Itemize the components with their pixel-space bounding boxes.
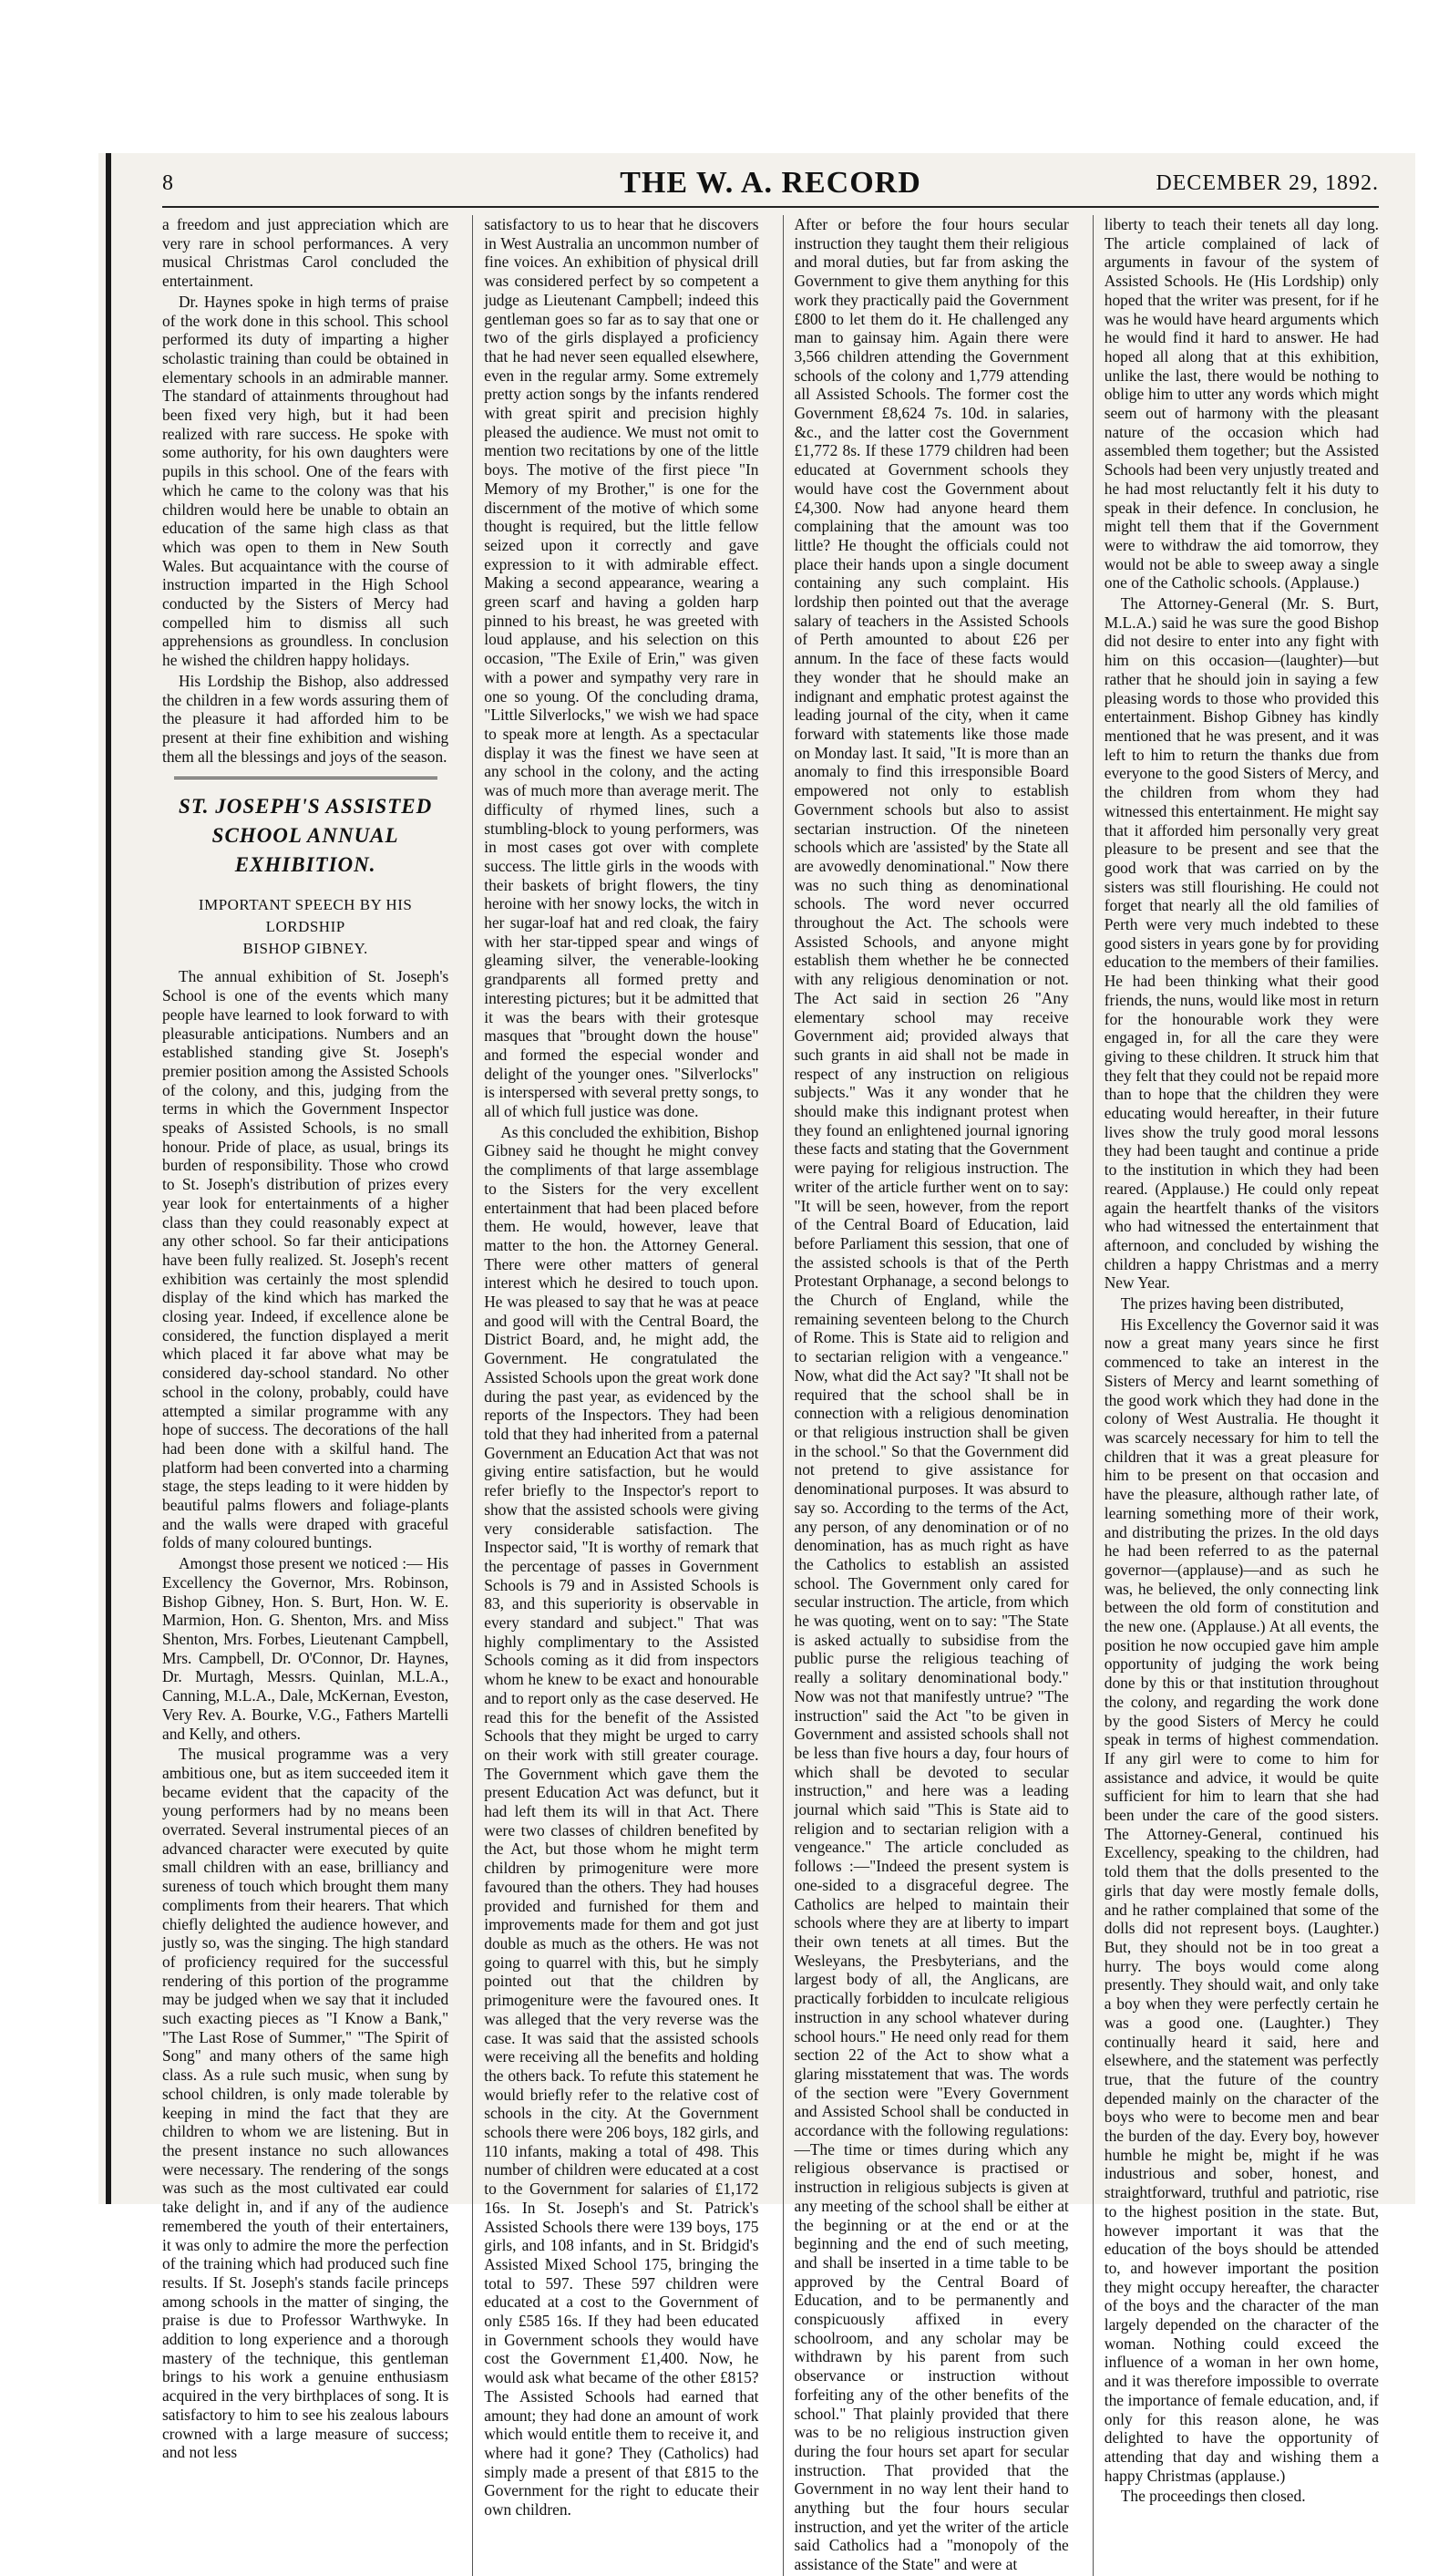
- paragraph: His Lordship the Bishop, also addressed the children in a few words assuring them of the pleasure it had afforded him to be present at their fine exhibition and wishing them all the blessings and joys of the season.: [162, 671, 449, 766]
- subhead-line: BISHOP GIBNEY.: [242, 940, 368, 958]
- section-title: [162, 792, 448, 880]
- section-title-line: SCHOOL ANNUAL EXHIBITION.: [211, 824, 399, 877]
- paragraph: liberty to teach their tenets all day long. The article complained of lack of arguments in favour of the system of Assisted Schools. He (His Lordship) only hoped that the writer was present, for if he was he would have heard arguments which he would find it hard to answer. He had hoped all along that at this exhibition, unlike the last, there would be nothing to oblige him to utter any words which might seem out of harmony with the pleasant nature of the occasion which had assembled them together; but the Assisted Schools had been very unjustly treated and he had most reluctantly felt it his duty to speak in their defence. In conclusion, he might tell them that if the Government were to withdraw the aid tomorrow, they would not be able to sweep away a single one of the Catholic schools. (Applause.): [1104, 215, 1379, 592]
- page-header: [162, 166, 1379, 206]
- masthead: THE W. A. RECORD: [620, 166, 921, 200]
- paragraph: The Attorney-General (Mr. S. Burt, M.L.A.) said he was sure the good Bishop did not desire to enter into any fight with him on this occasion—(laughter)—but rather that he should join in saying a few pleasing words to those who provided this entertainment. Bishop Gibney has kindly mentioned that he was present, and it was left to him to return the thanks due from everyone to the good Sisters of Mercy, and the children from whom they had witnessed this entertainment. He might say that it afforded him personally very great pleasure to be present and see that the good work that was carried on by the sisters was still flourishing. He could not forget that nearly all the old families of Perth were very much indebted to these good sisters in years gone by for providing education to the members of their families. He had been thinking what their good friends, the nuns, would like most in return for the honourable work they were engaged in, for all the care they were giving to these children. It struck him that they felt that they could not be repaid more than to hope that the children they were educating would hereafter, in their future lives show the truly good moral lessons they had been taught and continue a pride to the institution in which they had been reared. (Applause.) He could only repeat again the heartfelt thanks of the visitors who had witnessed the entertainment that afternoon, and concluded by wishing the children a happy Christmas and a merry New Year.: [1104, 594, 1379, 1293]
- paragraph: The prizes having been distributed,: [1120, 1294, 1344, 1314]
- section-subhead: [162, 894, 448, 960]
- section-divider: [174, 777, 437, 779]
- column-3: [783, 215, 1069, 2576]
- paragraph: The proceedings then closed.: [1120, 2487, 1306, 2506]
- paragraph: After or before the four hours secular instruction they taught them their religious and moral duties, but far from asking the Government to give them anything for this work they practically paid the Government £800 to let them do it. He challenged any man to gainsay him. Again there were 3,566 children attending the Government schools of the colony and 1,779 attending all Assisted Schools. The former cost the Government £8,624 7s. 10d. in salaries, &c., and the latter cost the Government £1,772 8s. If these 1779 children had been educated at Government schools they would have cost the Government about £4,300. Now had anyone heard them complaining that the amount was too little? He thought the officials could not place their hands upon a single document containing any such complaint. His lordship then pointed out that the average salary of teachers in the Assisted Schools of Perth amounted to about £26 per annum. In the face of these facts would they wonder that he should make an indignant and emphatic protest against the leading journal of the city, when it came forward with statements like those made on Monday last. It said, "It is more than an anomaly to find this irresponsible Board empowered not only to establish Government schools but also to assist sectarian instruction. Of the nineteen schools which are 'assisted' by the State all are avowedly denominational." Now there was no such thing as denominational schools. The word never occurred throughout the Act. The schools were Assisted Schools, and anyone might establish them whether he be connected with any religious denomination or not. The Act said in section 26 "Any elementary school may receive Government aid; provided always that such grants in aid shall not be made in respect of any instruction on religious subjects." Was it any wonder that he should make this indignant protest when they found an enlightened journal ignoring these facts and stating that the Government were paying for religious instruction. The writer of the article further went on to say: "It will be seen, however, from the report of the Central Board of Education, laid before Parliament this session, that one of the assisted schools is that of the Perth Protestant Orphanage, a second belongs to the Church of England, while the remaining seventeen belong to the Church of Rome. This is State aid to religion and to sectarian religion with a vengeance." Now, what did the Act say? "It shall not be required that the school shall be in connection with a religious denomination or that religious instruction shall be given in the school." So that the Government did not pretend to give assistance for denominational purposes. It was absurd to say so. According to the terms of the Act, any person, of any denomination or of no denomination, has as much right as have the Catholics to establish an assisted school. The Government only cared for secular instruction. The article, from which he was quoting, went on to say: "The State is asked actually to subsidise from the public purse the religious teaching of really a solitary denominational body." Now was not that manifestly untrue? "The instruction" said the Act "to be given in Government and assisted schools shall not be less than five hours a day, four hours of which shall be devoted to secular instruction," and here was a leading journal which said "This is State aid to religion and to sectarian religion with a vengeance." The article concluded as follows :—"Indeed the present system is one-sided to a disgraceful degree. The Catholics are helped to maintain their schools where they are at liberty to impart their own tenets at all times. But the Wesleyans, the Presbyterians, and the largest body of all, the Anglicans, are practically forbidden to inculcate religious instruction in any school whatever during school hours." He need only read for them section 22 of the Act to show what a glaring misstatement that was. The words of the section were "Every Government and Assisted School shall be conducted in accordance with the following regulations:—The time or times during which any religious observance is practised or instruction in religious subjects is given at any meeting of the school shall be either at the beginning or at the end or at the beginning and the end of such meeting, and shall be inserted in a time table to be approved by the Central Board of Education, and to be permanently and conspicuously affixed in every schoolroom, and any scholar may be withdrawn by his parent from such observance or instruction without forfeiting any of the other benefits of the school." That plainly provided that there was to be no religious instruction given during the four hours set apart for secular instruction. That provided that the Government in no way lent their hand to anything but the four hours secular instruction, and yet the writer of the article said Catholics had a "monopoly of the assistance of the State" and were at: [794, 215, 1069, 2574]
- paragraph: The annual exhibition of St. Joseph's School is one of the events which many people have learned to look forward to with pleasurable anticipations. Numbers and an established standing give St. Joseph's premier position among the Assisted Schools of the colony, and this, judging from the terms in which the Government Inspector speaks of Assisted Schools, is no small honour. Pride of place, as usual, brings its burden of responsibility. Those who crowd to St. Joseph's distribution of prizes every year look for entertainments of a higher class than they could reasonably expect at any other school. So far their anticipations have been fully realized. St. Joseph's recent exhibition was certainly the most splendid display of the kind which has marked the closing year. Indeed, if excellence alone be considered, the function displayed a merit which placed it far above what may be considered day-school standard. No other school in the colony, probably, could have attempted a similar programme with any hope of success. The decorations of the hall had been done with a skilful hand. The platform had been converted into a charming stage, the steps leading to it were hidden by beautiful palms flowers and foliage-plants and the walls were draped with graceful folds of many coloured buntings.: [162, 967, 449, 1552]
- column-2: [472, 215, 758, 2576]
- paragraph: Amongst those present we noticed :— His Excellency the Governor, Mrs. Robinson, Bishop Gibney, Hon. S. Burt, Hon. W. E. Marmion, Hon. G. Shenton, Mrs. and Miss Shenton, Mrs. Forbes, Lieutenant Campbell, Mrs. Campbell, Dr. O'Connor, Dr. Haynes, Dr. Murtagh, Messrs. Quinlan, M.L.A., Canning, M.L.A., Dale, McKernan, Eveston, Very Rev. A. Bourke, V.G., Fathers Martelli and Kelly, and others.: [162, 1554, 449, 1743]
- issue-date: DECEMBER 29, 1892.: [1156, 171, 1379, 195]
- paragraph: As this concluded the exhibition, Bishop Gibney said he thought he might convey the compliments of that large assemblage to the Sisters for the very excellent entertainment that had been placed before them. He would, however, leave that matter to the hon. the Attorney General. There were other matters of general interest which he desired to touch upon. He was pleased to say that he was at peace and good will with the Central Board, the District Board, and, he might add, the Government. He congratulated the Assisted Schools upon the great work done during the past year, as evidenced by the reports of the Inspectors. They had been told that they had inherited from a paternal Government an Education Act that was not giving entire satisfaction, but he would refer briefly to the Inspector's report to show that the assisted schools were giving very considerable satisfaction. The Inspector said, "It is worthy of remark that the percentage of passes in Government Schools is 79 and in Assisted Schools is 83, and this superiority is observable in every standard and subject." That was highly complimentary to the Assisted Schools coming as it did from inspectors whom he knew to be exact and honourable and to report only as the case deserved. He read this for the benefit of the Assisted Schools that they might be urged to carry on their work with still greater courage. The Government which gave them the present Education Act was defunct, but it had left them its will in that Act. There were two classes of children benefited by the Act, but those whom he might term children by primogeniture were more favoured than the others. They had houses provided and furnished for them and improvements made for them and got just double as much as the others. He was not going to quarrel with this, but he simply pointed out that the children by primogeniture were the favoured ones. It was alleged that the very reverse was the case. It was said that the assisted schools were receiving all the benefits and holding the others back. To refute this statement he would briefly refer to the relative cost of schools in the city. At the Government schools there were 206 boys, 182 girls, and 110 infants, making a total of 498. This number of children were educated at a cost to the Government for salaries of £1,172 16s. In St. Joseph's and St. Patrick's Assisted Schools there were 139 boys, 175 girls, and 108 infants, and in St. Bridgid's Assisted Mixed School 175, bringing the total to 597. These 597 children were educated at a cost to the Government of only £585 16s. If they had been educated in Government schools they would have cost the Government £1,400. Now, he would ask what became of the other £815? The Assisted Schools had earned that amount; they had done an amount of work which would entitle them to receive it, and where had it gone? They (Catholics) had simply made a present of that £815 to the Government for the right to educate their own children.: [484, 1122, 759, 2519]
- paragraph: The musical programme was a very ambitious one, but as item succeeded item it became evident that the capacity of the young performers had by no means been overrated. Several instrumental pieces of an advanced character were executed by quite small children with an ease, brilliancy and sureness of touch which brought them many compliments from their hearers. That which chiefly delighted the audience however, and justly so, was the singing. The high standard of proficiency required for the successful rendering of this portion of the programme may be judged when we say that it included such exacting pieces as "I Know a Bank," "The Last Rose of Summer," "The Spirit of Song" and many others of the same high class. As a rule such music, when sung by school children, is only made tolerable by keeping in mind the fact that they are children to whom we are listening. But in the present instance no such allowances were necessary. The rendering of the songs was such as the most cultivated ear could take delight in, and if any of the audience remembered the youth of their entertainers, it was only to admire the more the perfection of the training which had produced such fine results. If St. Joseph's stands facile princeps among schools in the matter of singing, the praise is due to Professor Warthwyke. In addition to long experience and a thorough mastery of the technique, this gentleman brings to his work a genuine enthusiasm acquired in the very birthplaces of song. It is satisfactory to him to see his zealous labours crowned with a large measure of success; and not less: [162, 1745, 449, 2462]
- header-rule: [162, 206, 1379, 208]
- paragraph: Dr. Haynes spoke in high terms of praise of the work done in this school. This school performed its duty of imparting a higher scholastic training than could be obtained in elementary schools in an admirable manner. The standard of attainments throughout had been fixed very high, but it had been realized with rare success. He spoke with some authority, for his own daughters were pupils in this school. One of the fears with which he came to the colony was that his children would here be unable to obtain an education of the same high class as that which was open to them in New South Wales. But acquaintance with the course of instruction imparted in the High School conducted by the Sisters of Mercy had compelled him to dismiss all such apprehensions as groundless. In conclusion he wished the children happy holidays.: [162, 292, 449, 670]
- paragraph: His Excellency the Governor said it was now a great many years since he first commenced to take an interest in the Sisters of Mercy and learnt something of the good work which they had done in the colony of West Australia. He thought it was scarcely necessary for him to tell the children that it was a great pleasure for him to be present on that occasion and have the pleasure, although rather late, of learning something more of their work, and distributing the prizes. In the old days he had been referred to as the paternal governor—(applause)—and as such he was, he believed, the only connecting link between the old form of constitution and the new one. (Applause.) At all events, the position he now occupied gave him ample opportunity of judging the work being done by this or that institution throughout the colony, and regarding the work done by the good Sisters of Mercy he could speak in terms of highest commendation. If any girl were to come to him for assistance and advice, it would be quite sufficient for him to learn that she had been under the care of the good sisters. The Attorney-General, continued his Excellency, speaking to the children, had told them that the dolls presented to the girls that day were mostly female dolls, and he rather complained that some of the dolls did not represent boys. (Laughter.) But, they should not be in too great a hurry. The boys would come along presently. They should wait, and only take a boy when they were perfectly certain he was a good one. (Laughter.) They continually heard it said, here and elsewhere, and the statement was perfectly true, that the future of the country depended mainly on the character of the boys who were to become men and bear the burden of the day. Every boy, however humble he might be, might if he was industrious and sober, honest, and straightforward, truthful and patriotic, rise to the highest position in the state. But, however important it was that the education of the boys should be attended to, and however important the position they might occupy hereafter, the character of the boys and the character of the man largely depended on the character of the woman. Nothing could exceed the influence of a woman in her own home, and it was therefore impossible to overrate the importance of female education, and, if only for this reason alone, he was delighted to have the opportunity of attending that day and wishing them a happy Christmas (applause.): [1104, 1314, 1379, 2485]
- column-1: [162, 215, 448, 2576]
- article-columns: [162, 215, 1379, 2574]
- page-number: 8: [162, 171, 173, 195]
- newspaper-page: [98, 153, 1415, 2574]
- paragraph: satisfactory to us to hear that he discovers in West Australia an uncommon number of fine voices. An exhibition of physical drill was considered perfect by so competent a judge as Lieutenant Campbell; indeed this gentleman goes so far as to say that one or two of the girls displayed a proficiency that he had never seen equalled elsewhere, even in the regular army. Some extremely pretty action songs by the infants rendered with great spirit and precision highly pleased the audience. We must not omit to mention two recitations by one of the little boys. The motive of the first piece "In Memory of my Brother," is one for the discernment of the motive of which some thought is required, but the little fellow seized upon it correctly and gave expression to it with admirable effect. Making a second appearance, wearing a green scarf and having a golden harp pinned to his breast, he was greeted with loud applause, and his selection on this occasion, "The Exile of Erin," was given with a power and sympathy very rare in one so young. Of the concluding drama, "Little Silverlocks," we wish we had space to speak more at length. As a spectacular display it was the finest we have seen at any school in the colony, and the acting was of much more than average merit. The difficulty of rhymed lines, such a stumbling-block to young performers, was in most cases got over with complete success. The little girls in the woods with their baskets of bright flowers, the tiny heroine with her snowy locks, the witch in her sugar-loaf hat and red cloak, the fairy with her star-tipped spear and wings of gleaming silver, the venerable-looking grandparents all formed pretty and interesting pictures; but it be admitted that it was the bears with their grotesque masques that "brought down the house" and formed the especial wonder and delight of the younger ones. "Silverlocks" is interspersed with several pretty songs, to all of which full justice was done.: [484, 215, 759, 1121]
- column-4: [1093, 215, 1379, 2576]
- subhead-line: IMPORTANT SPEECH BY HIS LORDSHIP: [198, 896, 413, 936]
- section-title-line: ST. JOSEPH'S ASSISTED: [179, 795, 433, 819]
- paragraph: a freedom and just appreciation which are very rare in school performances. A very musical Christmas Carol concluded the entertainment.: [162, 215, 449, 291]
- scan-edge: [106, 153, 111, 2204]
